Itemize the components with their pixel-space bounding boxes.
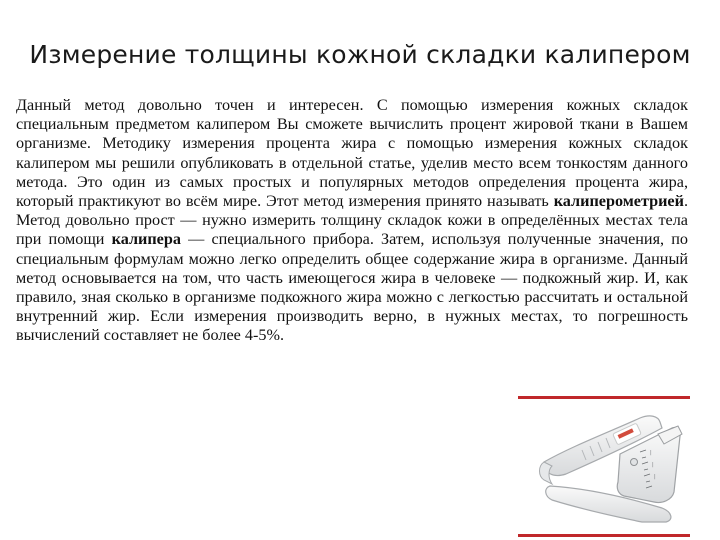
body-paragraph [16, 96, 688, 346]
svg-text:|: | [654, 474, 656, 480]
caliper-image [522, 404, 694, 530]
paragraph-text-3: — специального прибора. Затем, используя полученные значения, по специальным формулам можно легко определить общее содержание жира в организме. Данный метод основывается на том, что часть имеющегося жира в человеке — подкожный жир. И, как правило, зная сколько в организме подкожного жира можно с легкостью рассчитать и остальной внутренний жир. Если измерения производить верно, в нужных местах, то погрешность вычислений составляет не более 4-5%. [16, 230, 688, 345]
slide-title: Измерение толщины кожной складки калипером [29, 40, 691, 69]
term-kaliperometriya: калиперометрией [553, 192, 684, 211]
svg-text:|: | [652, 462, 654, 468]
paragraph-text-2: . Метод довольно прост — нужно измерить толщину складок кожи в определённых местах тела при помощи [16, 192, 688, 249]
term-kaliper: калипера [111, 230, 181, 249]
svg-text:|: | [650, 450, 652, 456]
accent-line-bottom [518, 534, 690, 537]
paragraph-text-1: Данный метод довольно точен и интересен. С помощью измерения кожных складок специальным предметом калипером Вы сможете вычислить процент жировой ткани в Вашем организме. Методику измерения процента жира с помощью измерения кожных складок калипером мы решили опубликовать в отдельной статье, уделив место всем тонкостям данного метода. Это один из самых простых и популярных методов определения процента жира, который практикуют во всём мире. Этот метод измерения принято называть [16, 96, 688, 211]
accent-line-top [518, 396, 690, 399]
